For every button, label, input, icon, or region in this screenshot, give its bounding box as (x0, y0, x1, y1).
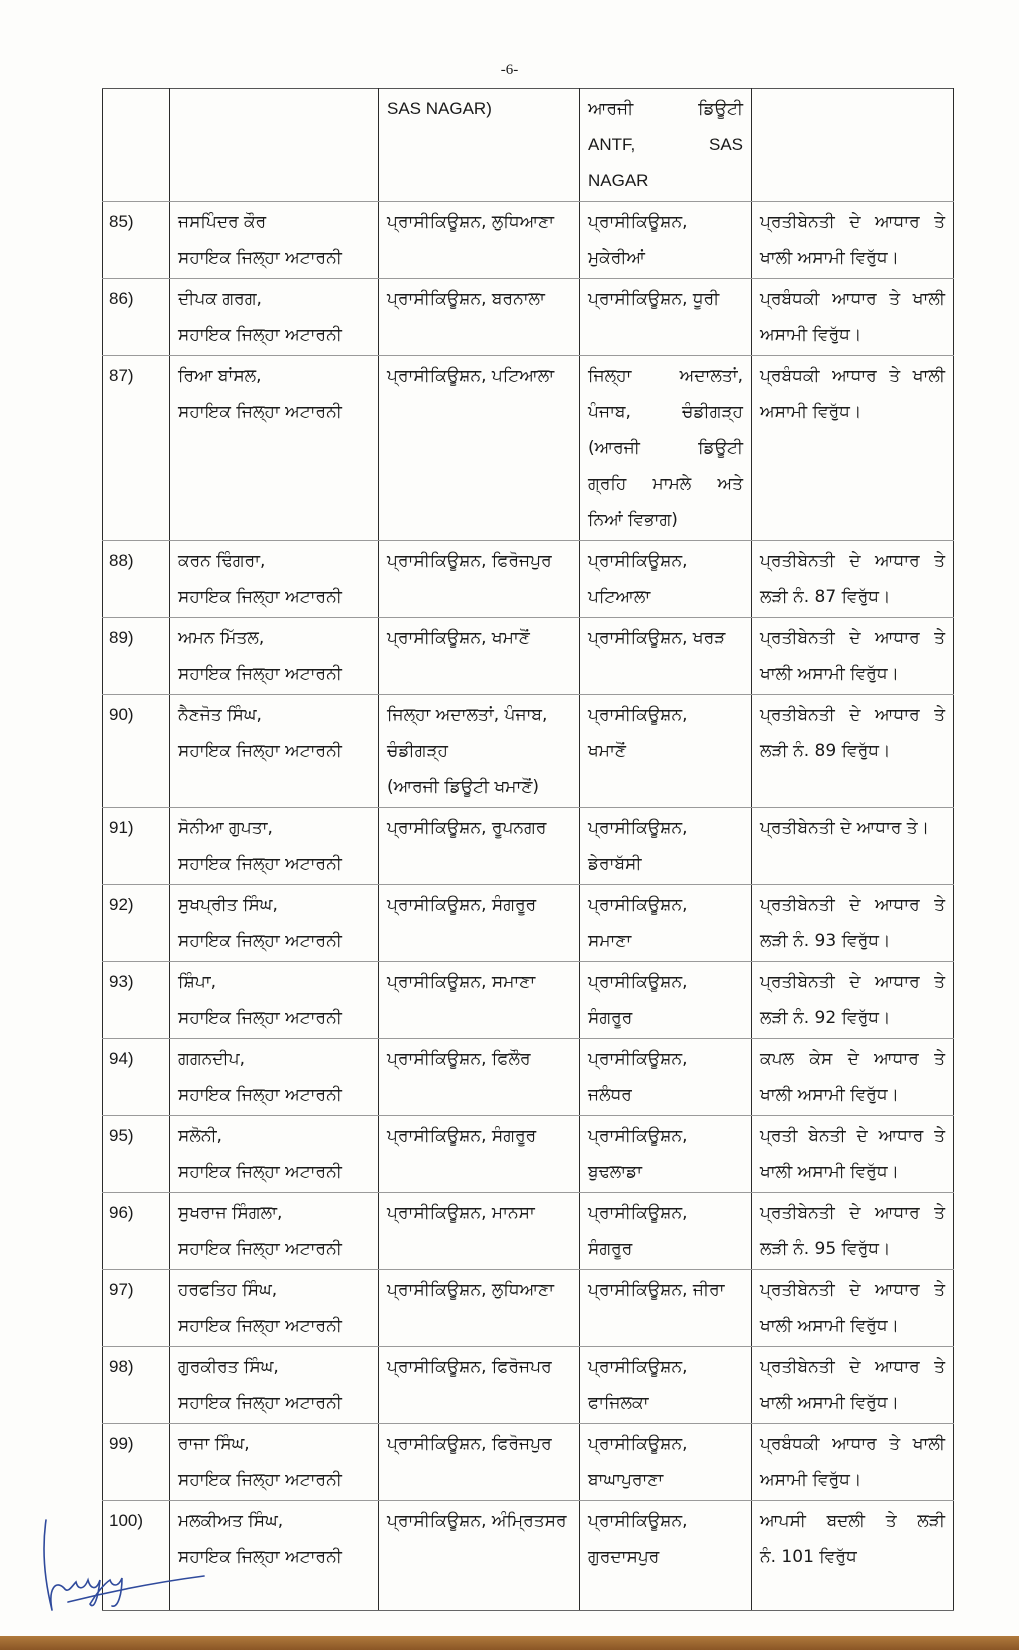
remarks-cell (752, 541, 954, 618)
name-cell (170, 885, 379, 962)
table-row (103, 618, 954, 695)
table-row (103, 541, 954, 618)
table-row (103, 885, 954, 962)
name-cell (170, 1116, 379, 1193)
name-cell (170, 89, 379, 202)
to-cell (580, 1270, 752, 1347)
remarks-cell (752, 1270, 954, 1347)
remarks-line: ਪ੍ਰਤੀ ਬੇਨਤੀ ਦੇ ਆਧਾਰ ਤੇ (760, 1126, 945, 1146)
serial-number: 87) (103, 356, 170, 541)
serial-number: 86) (103, 279, 170, 356)
remarks-cell (752, 808, 954, 885)
to-line: ਪ੍ਰਾਸੀਕਿਊਸ਼ਨ, (588, 1203, 688, 1223)
remarks-line: ਪ੍ਰਬੰਧਕੀ ਆਧਾਰ ਤੇ ਖਾਲੀ (760, 289, 945, 309)
remarks-line: ਲੜੀ ਨੰ. 92 ਵਿਰੁੱਧ। (760, 1008, 891, 1028)
remarks-line: ਖਾਲੀ ਅਸਾਮੀ ਵਿਰੁੱਧ। (760, 1316, 899, 1336)
employee-name: ਗਗਨਦੀਪ, (178, 1049, 246, 1069)
to-line: ਪ੍ਰਾਸੀਕਿਊਸ਼ਨ, (588, 895, 688, 915)
employee-name: ਦੀਪਕ ਗਰਗ, (178, 289, 262, 309)
serial-number: 88) (103, 541, 170, 618)
table-row (103, 279, 954, 356)
background-surface (0, 1636, 1019, 1650)
name-cell (170, 1193, 379, 1270)
remarks-cell (752, 885, 954, 962)
from-cell (379, 808, 580, 885)
to-cell (580, 356, 752, 541)
from-line: ਪ੍ਰਾਸੀਕਿਊਸ਼ਨ, ਖਮਾਣੋਂ (387, 628, 530, 648)
designation: ਸਹਾਇਕ ਜਿਲ੍ਹਾ ਅਟਾਰਨੀ (178, 1162, 342, 1182)
employee-name: ਜਸਪਿੰਦਰ ਕੌਰ (178, 212, 267, 232)
serial-number: 95) (103, 1116, 170, 1193)
remarks-line: ਖਾਲੀ ਅਸਾਮੀ ਵਿਰੁੱਧ। (760, 664, 899, 684)
from-cell (379, 1270, 580, 1347)
from-line: ਜਿਲ੍ਹਾ ਅਦਾਲਤਾਂ, ਪੰਜਾਬ, (387, 705, 548, 725)
name-cell (170, 618, 379, 695)
designation: ਸਹਾਇਕ ਜਿਲ੍ਹਾ ਅਟਾਰਨੀ (178, 931, 342, 951)
employee-name: ਨੈਣਜੋਤ ਸਿੰਘ, (178, 705, 262, 725)
to-line: ਪ੍ਰਾਸੀਕਿਊਸ਼ਨ, (588, 705, 688, 725)
to-line: ਨਿਆਂ ਵਿਭਾਗ) (588, 510, 678, 530)
to-line: ਬਾਘਾਪੁਰਾਣਾ (588, 1470, 664, 1490)
remarks-line: ਲੜੀ ਨੰ. 89 ਵਿਰੁੱਧ। (760, 741, 891, 761)
serial-number: 89) (103, 618, 170, 695)
to-line: ਪ੍ਰਾਸੀਕਿਊਸ਼ਨ, (588, 1357, 688, 1377)
name-cell (170, 1270, 379, 1347)
to-line: ਸੰਗਰੂਰ (588, 1239, 633, 1259)
remarks-cell (752, 1501, 954, 1611)
table-row (103, 1347, 954, 1424)
serial-number: 100) (103, 1501, 170, 1611)
to-line: ਫਾਜਿਲਕਾ (588, 1393, 649, 1413)
remarks-line: ਖਾਲੀ ਅਸਾਮੀ ਵਿਰੁੱਧ। (760, 1162, 899, 1182)
to-line: NAGAR (588, 171, 649, 190)
remarks-line: ਪ੍ਰਤੀਬੇਨਤੀ ਦੇ ਆਧਾਰ ਤੇ (760, 628, 945, 648)
from-cell (379, 202, 580, 279)
employee-name: ਸੁਖਰਾਜ ਸਿੰਗਲਾ, (178, 1203, 283, 1223)
name-cell (170, 962, 379, 1039)
remarks-cell (752, 962, 954, 1039)
name-cell (170, 1039, 379, 1116)
remarks-line: ਕਪਲ ਕੇਸ ਦੇ ਆਧਾਰ ਤੇ (760, 1049, 945, 1069)
from-line: ਪ੍ਰਾਸੀਕਿਊਸ਼ਨ, ਫਿਰੋਜਪੁਰ (387, 551, 552, 571)
name-cell (170, 541, 379, 618)
to-cell (580, 885, 752, 962)
table-row (103, 1116, 954, 1193)
designation: ਸਹਾਇਕ ਜਿਲ੍ਹਾ ਅਟਾਰਨੀ (178, 1393, 342, 1413)
from-line: ਪ੍ਰਾਸੀਕਿਊਸ਼ਨ, ਫਿਰੋਜਪੁਰ (387, 1434, 552, 1454)
employee-name: ਸਲੋਨੀ, (178, 1126, 222, 1146)
from-line: ਪ੍ਰਾਸੀਕਿਊਸ਼ਨ, ਸੰਗਰੂਰ (387, 1126, 537, 1146)
remarks-line: ਅਸਾਮੀ ਵਿਰੁੱਧ। (760, 325, 862, 345)
employee-name: ਹਰਫਤਿਹ ਸਿੰਘ, (178, 1280, 278, 1300)
to-line: ਬੁਢਲਾਡਾ (588, 1162, 642, 1182)
to-cell (580, 695, 752, 808)
remarks-cell (752, 1193, 954, 1270)
table-row (103, 202, 954, 279)
table-row (103, 356, 954, 541)
from-cell (379, 962, 580, 1039)
to-line: ਪ੍ਰਾਸੀਕਿਊਸ਼ਨ, ਜੀਰਾ (588, 1280, 725, 1300)
to-cell (580, 1501, 752, 1611)
remarks-cell (752, 695, 954, 808)
employee-name: ਰਾਜਾ ਸਿੰਘ, (178, 1434, 250, 1454)
remarks-cell (752, 279, 954, 356)
remarks-line: ਪ੍ਰਤੀਬੇਨਤੀ ਦੇ ਆਧਾਰ ਤੇ (760, 1203, 945, 1223)
remarks-line: ਲੜੀ ਨੰ. 95 ਵਿਰੁੱਧ। (760, 1239, 891, 1259)
transfer-table (102, 88, 954, 1611)
from-cell: SAS NAGAR) (379, 89, 580, 202)
remarks-line: ਖਾਲੀ ਅਸਾਮੀ ਵਿਰੁੱਧ। (760, 248, 899, 268)
to-cell (580, 962, 752, 1039)
remarks-cell (752, 618, 954, 695)
employee-name: ਸੋਨੀਆ ਗੁਪਤਾ, (178, 818, 273, 838)
to-line: ਪ੍ਰਾਸੀਕਿਊਸ਼ਨ, (588, 1126, 688, 1146)
remarks-line: ਪ੍ਰਤੀਬੇਨਤੀ ਦੇ ਆਧਾਰ ਤੇ (760, 895, 945, 915)
table-row (103, 1270, 954, 1347)
name-cell (170, 695, 379, 808)
serial-number: 96) (103, 1193, 170, 1270)
serial-number: 93) (103, 962, 170, 1039)
page-number: -6- (500, 62, 519, 78)
remarks-line: ਪ੍ਰਤੀਬੇਨਤੀ ਦੇ ਆਧਾਰ ਤੇ (760, 972, 945, 992)
from-line: ਪ੍ਰਾਸੀਕਿਊਸ਼ਨ, ਫਿਰੋਜਪਰ (387, 1357, 552, 1377)
to-cell (580, 808, 752, 885)
from-line: (ਆਰਜੀ ਡਿਊਟੀ ਖਮਾਣੋਂ) (387, 777, 540, 797)
remarks-line: ਪ੍ਰਬੰਧਕੀ ਆਧਾਰ ਤੇ ਖਾਲੀ (760, 1434, 945, 1454)
from-cell (379, 1039, 580, 1116)
to-line: ਪ੍ਰਾਸੀਕਿਊਸ਼ਨ, (588, 818, 688, 838)
serial-cell (103, 89, 170, 202)
to-line: ਗ੍ਰਹਿ ਮਾਮਲੇ ਅਤੇ (588, 474, 743, 494)
remarks-line: ਅਸਾਮੀ ਵਿਰੁੱਧ। (760, 1470, 862, 1490)
designation: ਸਹਾਇਕ ਜਿਲ੍ਹਾ ਅਟਾਰਨੀ (178, 664, 342, 684)
from-line: ਚੰਡੀਗੜ੍ਹ (387, 741, 448, 761)
from-line: ਪ੍ਰਾਸੀਕਿਊਸ਼ਨ, ਲੁਧਿਆਣਾ (387, 212, 555, 232)
designation: ਸਹਾਇਕ ਜਿਲ੍ਹਾ ਅਟਾਰਨੀ (178, 325, 342, 345)
employee-name: ਮਲਕੀਅਤ ਸਿੰਘ, (178, 1511, 284, 1531)
remarks-cell (752, 89, 954, 202)
to-line: ਡੇਰਾਬੱਸੀ (588, 854, 642, 874)
to-line: ਪ੍ਰਾਸੀਕਿਊਸ਼ਨ, ਧੂਰੀ (588, 289, 720, 309)
table-row (103, 1039, 954, 1116)
to-cell (580, 618, 752, 695)
to-line: ਪ੍ਰਾਸੀਕਿਊਸ਼ਨ, ਖਰੜ (588, 628, 726, 648)
from-line: ਪ੍ਰਾਸੀਕਿਊਸ਼ਨ, ਰੂਪਨਗਰ (387, 818, 547, 838)
name-cell (170, 1347, 379, 1424)
serial-number: 90) (103, 695, 170, 808)
serial-number: 94) (103, 1039, 170, 1116)
from-line: ਪ੍ਰਾਸੀਕਿਊਸ਼ਨ, ਬਰਨਾਲਾ (387, 289, 545, 309)
designation: ਸਹਾਇਕ ਜਿਲ੍ਹਾ ਅਟਾਰਨੀ (178, 1239, 342, 1259)
to-line: ਪਟਿਆਲਾ (588, 587, 651, 607)
designation: ਸਹਾਇਕ ਜਿਲ੍ਹਾ ਅਟਾਰਨੀ (178, 587, 342, 607)
to-line: ਪ੍ਰਾਸੀਕਿਊਸ਼ਨ, (588, 1511, 688, 1531)
designation: ਸਹਾਇਕ ਜਿਲ੍ਹਾ ਅਟਾਰਨੀ (178, 741, 342, 761)
table-row (103, 808, 954, 885)
table-row (103, 1193, 954, 1270)
designation: ਸਹਾਇਕ ਜਿਲ੍ਹਾ ਅਟਾਰਨੀ (178, 854, 342, 874)
remarks-line: ਖਾਲੀ ਅਸਾਮੀ ਵਿਰੁੱਧ। (760, 1393, 899, 1413)
serial-number: 97) (103, 1270, 170, 1347)
to-cell (580, 541, 752, 618)
from-line: ਪ੍ਰਾਸੀਕਿਊਸ਼ਨ, ਪਟਿਆਲਾ (387, 366, 555, 386)
remarks-line: ਪ੍ਰਤੀਬੇਨਤੀ ਦੇ ਆਧਾਰ ਤੇ (760, 1357, 945, 1377)
remarks-line: ਪ੍ਰਬੰਧਕੀ ਆਧਾਰ ਤੇ ਖਾਲੀ (760, 366, 945, 386)
name-cell (170, 808, 379, 885)
from-line: ਪ੍ਰਾਸੀਕਿਊਸ਼ਨ, ਅੰਮ੍ਰਿਤਸਰ (387, 1511, 567, 1531)
name-cell (170, 202, 379, 279)
designation: ਸਹਾਇਕ ਜਿਲ੍ਹਾ ਅਟਾਰਨੀ (178, 1316, 342, 1336)
continuation-row (103, 89, 954, 202)
remarks-line: ਖਾਲੀ ਅਸਾਮੀ ਵਿਰੁੱਧ। (760, 1085, 899, 1105)
from-cell (379, 618, 580, 695)
to-cell (580, 89, 752, 202)
to-line: ਪ੍ਰਾਸੀਕਿਊਸ਼ਨ, (588, 212, 688, 232)
from-line: ਪ੍ਰਾਸੀਕਿਊਸ਼ਨ, ਫਿਲੌਰ (387, 1049, 531, 1069)
table-row (103, 962, 954, 1039)
to-cell (580, 1116, 752, 1193)
from-line: ਪ੍ਰਾਸੀਕਿਊਸ਼ਨ, ਮਾਨਸਾ (387, 1203, 535, 1223)
table-row (103, 1501, 954, 1611)
name-cell (170, 356, 379, 541)
remarks-cell (752, 1039, 954, 1116)
serial-number: 99) (103, 1424, 170, 1501)
from-cell (379, 356, 580, 541)
to-line: ਜਿਲ੍ਹਾ ਅਦਾਲਤਾਂ, (588, 366, 743, 386)
from-cell (379, 1116, 580, 1193)
designation: ਸਹਾਇਕ ਜਿਲ੍ਹਾ ਅਟਾਰਨੀ (178, 1008, 342, 1028)
to-line: ਪ੍ਰਾਸੀਕਿਊਸ਼ਨ, (588, 972, 688, 992)
employee-name: ਕਰਨ ਢਿੰਗਰਾ, (178, 551, 266, 571)
remarks-cell (752, 1424, 954, 1501)
remarks-cell (752, 1347, 954, 1424)
from-cell (379, 1193, 580, 1270)
remarks-line: ਲੜੀ ਨੰ. 87 ਵਿਰੁੱਧ। (760, 587, 891, 607)
serial-number: 98) (103, 1347, 170, 1424)
to-line: ANTF, SAS (588, 135, 743, 154)
employee-name: ਗੁਰਕੀਰਤ ਸਿੰਘ, (178, 1357, 279, 1377)
remarks-cell (752, 202, 954, 279)
employee-name: ਅਮਨ ਮਿੱਤਲ, (178, 628, 265, 648)
serial-number: 92) (103, 885, 170, 962)
remarks-line: ਪ੍ਰਤੀਬੇਨਤੀ ਦੇ ਆਧਾਰ ਤੇ (760, 551, 945, 571)
name-cell (170, 1424, 379, 1501)
to-line: ਸਮਾਣਾ (588, 931, 632, 951)
signature (38, 1518, 208, 1618)
designation: ਸਹਾਇਕ ਜਿਲ੍ਹਾ ਅਟਾਰਨੀ (178, 402, 342, 422)
to-cell (580, 1424, 752, 1501)
remarks-cell (752, 1116, 954, 1193)
table-row (103, 695, 954, 808)
to-line: ਜਲੰਧਰ (588, 1085, 632, 1105)
remarks-line: ਆਪਸੀ ਬਦਲੀ ਤੇ ਲੜੀ (760, 1511, 945, 1531)
designation: ਸਹਾਇਕ ਜਿਲ੍ਹਾ ਅਟਾਰਨੀ (178, 1470, 342, 1490)
from-line: ਪ੍ਰਾਸੀਕਿਊਸ਼ਨ, ਲੁਧਿਆਣਾ (387, 1280, 555, 1300)
to-line: ਪ੍ਰਾਸੀਕਿਊਸ਼ਨ, (588, 1434, 688, 1454)
to-line: ਸੰਗਰੂਰ (588, 1008, 633, 1028)
designation: ਸਹਾਇਕ ਜਿਲ੍ਹਾ ਅਟਾਰਨੀ (178, 248, 342, 268)
from-line: ਪ੍ਰਾਸੀਕਿਊਸ਼ਨ, ਸਮਾਣਾ (387, 972, 536, 992)
employee-name: ਸੁਖਪ੍ਰੀਤ ਸਿੰਘ, (178, 895, 278, 915)
name-cell (170, 279, 379, 356)
from-cell (379, 695, 580, 808)
table-row (103, 1424, 954, 1501)
from-cell (379, 1501, 580, 1611)
remarks-line: ਪ੍ਰਤੀਬੇਨਤੀ ਦੇ ਆਧਾਰ ਤੇ (760, 212, 945, 232)
to-cell (580, 1347, 752, 1424)
to-line: ਪ੍ਰਾਸੀਕਿਊਸ਼ਨ, (588, 551, 688, 571)
remarks-line: ਅਸਾਮੀ ਵਿਰੁੱਧ। (760, 402, 862, 422)
remarks-line: ਪ੍ਰਤੀਬੇਨਤੀ ਦੇ ਆਧਾਰ ਤੇ (760, 1280, 945, 1300)
from-cell (379, 885, 580, 962)
to-cell (580, 1193, 752, 1270)
from-cell (379, 1347, 580, 1424)
to-line: (ਆਰਜੀ ਡਿਊਟੀ (588, 438, 743, 458)
serial-number: 91) (103, 808, 170, 885)
serial-number: 85) (103, 202, 170, 279)
remarks-line: ਪ੍ਰਤੀਬੇਨਤੀ ਦੇ ਆਧਾਰ ਤੇ। (760, 818, 930, 838)
from-line: ਪ੍ਰਾਸੀਕਿਊਸ਼ਨ, ਸੰਗਰੂਰ (387, 895, 537, 915)
to-line: ਪ੍ਰਾਸੀਕਿਊਸ਼ਨ, (588, 1049, 688, 1069)
to-line: ਗੁਰਦਾਸਪੁਰ (588, 1547, 660, 1567)
to-line: ਪੰਜਾਬ, ਚੰਡੀਗੜ੍ਹ (588, 402, 743, 422)
to-line: ਖਮਾਣੋਂ (588, 741, 626, 761)
to-line: ਆਰਜੀ ਡਿਊਟੀ (588, 99, 743, 119)
designation: ਸਹਾਇਕ ਜਿਲ੍ਹਾ ਅਟਾਰਨੀ (178, 1085, 342, 1105)
to-cell (580, 279, 752, 356)
from-cell (379, 1424, 580, 1501)
from-cell (379, 279, 580, 356)
to-cell (580, 1039, 752, 1116)
remarks-cell (752, 356, 954, 541)
remarks-line: ਨੰ. 101 ਵਿਰੁੱਧ (760, 1547, 857, 1567)
employee-name: ਸ਼ਿੰਪਾ, (178, 972, 217, 992)
remarks-line: ਲੜੀ ਨੰ. 93 ਵਿਰੁੱਧ। (760, 931, 891, 951)
from-cell (379, 541, 580, 618)
employee-name: ਰਿਆ ਬਾਂਸਲ, (178, 366, 262, 386)
designation: ਸਹਾਇਕ ਜਿਲ੍ਹਾ ਅਟਾਰਨੀ (178, 1547, 342, 1567)
to-cell (580, 202, 752, 279)
remarks-line: ਪ੍ਰਤੀਬੇਨਤੀ ਦੇ ਆਧਾਰ ਤੇ (760, 705, 945, 725)
to-line: ਮੁਕੇਰੀਆਂ (588, 248, 645, 268)
